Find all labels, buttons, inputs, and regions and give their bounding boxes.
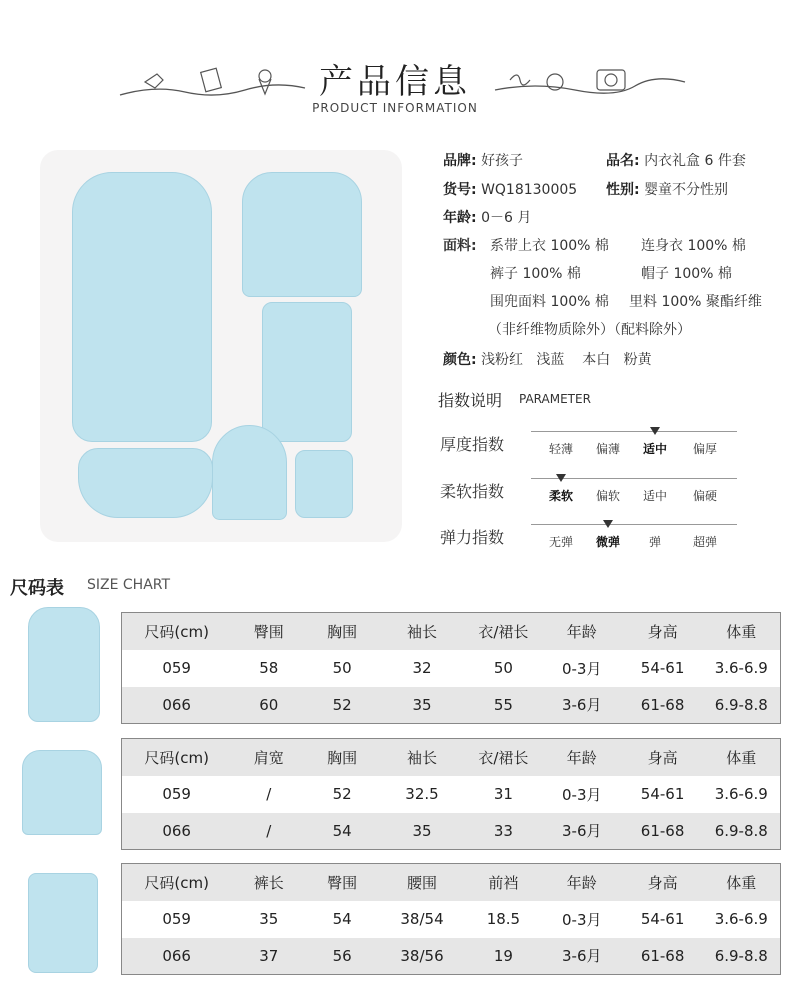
top-image <box>242 172 362 297</box>
table-cell: 059 <box>122 901 232 938</box>
table-row <box>122 687 781 724</box>
table-cell: 3.6-6.9 <box>703 776 781 813</box>
selected-marker-icon <box>556 474 566 482</box>
scale-option: 无弹 <box>548 535 573 549</box>
table-cell: 61-68 <box>623 687 703 724</box>
table-header-cell: 衣/裙长 <box>466 613 541 650</box>
table-cell: 18.5 <box>466 901 541 938</box>
table-cell: 066 <box>122 813 232 850</box>
table-header-cell: 臀围 <box>306 864 378 901</box>
info-fabric-label: 面料: <box>443 238 477 254</box>
table-header-cell: 身高 <box>623 739 703 776</box>
scale-label: 厚度指数 <box>440 435 505 454</box>
table-cell: 37 <box>231 938 306 975</box>
table-cell: 31 <box>466 776 541 813</box>
size-table <box>121 738 781 850</box>
scale-option: 适中 <box>642 489 667 503</box>
fabric-line-1a: 系带上衣 100% 棉 <box>490 238 609 254</box>
table-header-cell: 尺码(cm) <box>122 739 232 776</box>
table-cell: 52 <box>306 776 378 813</box>
scale-label: 弹力指数 <box>440 528 505 547</box>
scale-option: 偏厚 <box>692 442 717 456</box>
scale-option: 偏薄 <box>595 442 620 456</box>
table-header-cell: 体重 <box>703 739 781 776</box>
table-row <box>122 813 781 850</box>
hat-image <box>212 425 287 520</box>
romper-thumbnail <box>28 607 100 722</box>
table-cell: / <box>231 776 306 813</box>
table-cell: 6.9-8.8 <box>703 813 781 850</box>
product-photo <box>40 150 402 542</box>
table-cell: 0-3月 <box>541 776 623 813</box>
scale-option: 偏软 <box>595 489 620 503</box>
table-header-cell: 袖长 <box>378 739 466 776</box>
table-row <box>122 650 781 687</box>
table-header-cell: 裤长 <box>231 864 306 901</box>
fabric-line-1b: 连身衣 100% 棉 <box>641 238 746 254</box>
table-cell: 58 <box>231 650 306 687</box>
info-gender: 性别: 婴童不分性别 <box>606 182 729 198</box>
table-cell: 059 <box>122 776 232 813</box>
info-brand: 品牌: 好孩子 <box>443 153 524 169</box>
info-colors: 颜色: 浅粉红 浅蓝 本白 粉黄 <box>443 352 652 368</box>
table-cell: 54-61 <box>623 901 703 938</box>
table-cell: 33 <box>466 813 541 850</box>
table-cell: 35 <box>378 813 466 850</box>
table-header-cell: 年龄 <box>541 613 623 650</box>
table-cell: 56 <box>306 938 378 975</box>
bib-image <box>78 448 213 518</box>
table-header-cell: 袖长 <box>378 613 466 650</box>
table-cell: 55 <box>466 687 541 724</box>
table-cell: 32 <box>378 650 466 687</box>
table-header-row <box>122 864 781 901</box>
table-header-cell: 腰围 <box>378 864 466 901</box>
parameter-subtitle: PARAMETER <box>519 392 591 406</box>
table-header-cell: 尺码(cm) <box>122 864 232 901</box>
table-cell: 0-3月 <box>541 650 623 687</box>
table-cell: / <box>231 813 306 850</box>
table-cell: 54-61 <box>623 650 703 687</box>
scale-option: 微弹 <box>595 535 620 549</box>
table-cell: 6.9-8.8 <box>703 687 781 724</box>
table-cell: 3-6月 <box>541 813 623 850</box>
table-cell: 35 <box>378 687 466 724</box>
fabric-line-3b: 里料 100% 聚酯纤维 <box>629 294 762 310</box>
table-cell: 54 <box>306 813 378 850</box>
table-header-cell: 肩宽 <box>231 739 306 776</box>
table-cell: 60 <box>231 687 306 724</box>
table-cell: 3-6月 <box>541 687 623 724</box>
table-row <box>122 776 781 813</box>
top-thumbnail <box>22 750 102 835</box>
romper-image <box>72 172 212 442</box>
table-cell: 35 <box>231 901 306 938</box>
table-row <box>122 938 781 975</box>
table-cell: 066 <box>122 938 232 975</box>
table-cell: 066 <box>122 687 232 724</box>
table-cell: 52 <box>306 687 378 724</box>
table-header-cell: 年龄 <box>541 739 623 776</box>
parameter-title: 指数说明 <box>438 391 503 410</box>
scale-option: 偏硬 <box>692 489 717 503</box>
table-row <box>122 901 781 938</box>
info-sku: 货号: WQ18130005 <box>443 182 578 198</box>
table-header-cell: 身高 <box>623 613 703 650</box>
pants-image <box>262 302 352 442</box>
selected-marker-icon <box>650 427 660 435</box>
table-header-row <box>122 739 781 776</box>
table-header-cell: 胸围 <box>306 613 378 650</box>
table-cell: 50 <box>466 650 541 687</box>
info-age: 年龄: 0－6 月 <box>443 210 532 226</box>
table-header-row <box>122 613 781 650</box>
size-table <box>121 612 781 724</box>
fabric-line-2a: 裤子 100% 棉 <box>490 266 581 282</box>
scale-option: 轻薄 <box>548 442 573 456</box>
table-cell: 3.6-6.9 <box>703 650 781 687</box>
table-header-cell: 臀围 <box>231 613 306 650</box>
table-cell: 32.5 <box>378 776 466 813</box>
fabric-line-2b: 帽子 100% 棉 <box>641 266 732 282</box>
info-name: 品名: 内衣礼盒 6 件套 <box>606 153 746 169</box>
scale-option: 超弹 <box>692 535 717 549</box>
scale-label: 柔软指数 <box>440 482 505 501</box>
table-header-cell: 前裆 <box>466 864 541 901</box>
table-header-cell: 衣/裙长 <box>466 739 541 776</box>
size-table <box>121 863 781 975</box>
table-cell: 059 <box>122 650 232 687</box>
table-cell: 6.9-8.8 <box>703 938 781 975</box>
table-cell: 50 <box>306 650 378 687</box>
table-cell: 54-61 <box>623 776 703 813</box>
table-header-cell: 身高 <box>623 864 703 901</box>
table-cell: 61-68 <box>623 813 703 850</box>
fabric-line-3a: 围兜面料 100% 棉 <box>490 294 609 310</box>
table-header-cell: 体重 <box>703 864 781 901</box>
table-cell: 38/54 <box>378 901 466 938</box>
size-chart-title: 尺码表 <box>10 578 64 599</box>
table-cell: 0-3月 <box>541 901 623 938</box>
table-cell: 3-6月 <box>541 938 623 975</box>
size-chart-subtitle: SIZE CHART <box>87 577 171 593</box>
table-cell: 61-68 <box>623 938 703 975</box>
table-cell: 3.6-6.9 <box>703 901 781 938</box>
page-title: 产品信息 <box>319 62 471 102</box>
table-cell: 38/56 <box>378 938 466 975</box>
table-cell: 19 <box>466 938 541 975</box>
table-header-cell: 胸围 <box>306 739 378 776</box>
page-subtitle: PRODUCT INFORMATION <box>312 101 478 115</box>
socks-image <box>295 450 353 518</box>
scale-line <box>531 524 737 525</box>
table-header-cell: 体重 <box>703 613 781 650</box>
table-header-cell: 年龄 <box>541 864 623 901</box>
selected-marker-icon <box>603 520 613 528</box>
scale-line <box>531 431 737 432</box>
fabric-line-4: （非纤维物质除外）（配料除外） <box>488 322 691 338</box>
scale-option: 柔软 <box>548 489 573 503</box>
pants-thumbnail <box>28 873 98 973</box>
scale-option: 适中 <box>642 442 667 456</box>
scale-option: 弹 <box>648 535 661 549</box>
table-header-cell: 尺码(cm) <box>122 613 232 650</box>
table-cell: 54 <box>306 901 378 938</box>
